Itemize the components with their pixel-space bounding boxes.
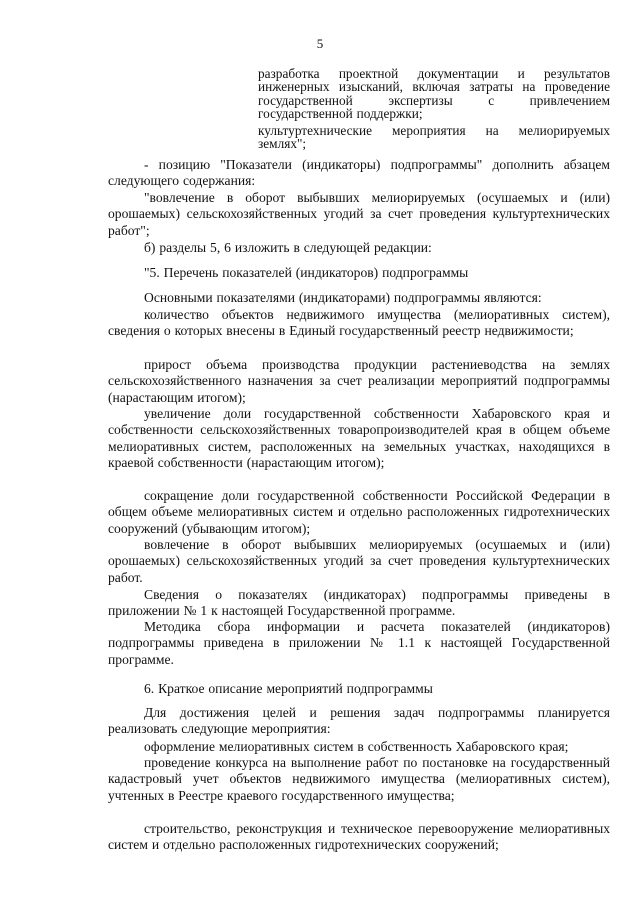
- paragraph: прирост объема производства продукции растениеводства на землях сельскохозяйственного назначения за счет реализации мероприятий подпрограммы (нарастающим итогом);: [108, 357, 610, 405]
- paragraph: строительство, реконструкция и техническое перевооружение мелиоративных систем и отдельно расположенных гидротехнических сооружений;: [108, 821, 610, 853]
- paragraph: "вовлечение в оборот выбывших мелиорируемых (осушаемых и (или) орошаемых) сельскохозяйственных угодий за счет проведения культуртехнических работ";: [108, 190, 610, 238]
- paragraph: Основными показателями (индикаторами) подпрограммы являются:: [144, 290, 542, 305]
- paragraph: оформление мелиоративных систем в собственность Хабаровского края;: [144, 739, 569, 754]
- paragraph: Сведения о показателях (индикаторах) подпрограммы приведены в приложении № 1 к настоящей Государственной программе.: [108, 587, 610, 619]
- paragraph: сокращение доли государственной собственности Российской Федерации в общем объеме мелиоративных систем и отдельно расположенных гидротехнических сооружений (убывающим итогом);: [108, 488, 610, 536]
- section-heading-6: 6. Краткое описание мероприятий подпрограммы: [144, 681, 433, 696]
- paragraph: увеличение доли государственной собственности Хабаровского края и собственности сельскохозяйственных товаропроизводителей края в общем объеме мелиоративных систем, расположенных на земельных участках, находящихся в краевой собственности (нарастающим итогом);: [108, 406, 610, 471]
- paragraph: Методика сбора информации и расчета показателей (индикаторов) подпрограммы приведена в приложении № 1.1 к настоящей Государственной программе.: [108, 619, 610, 667]
- paragraph: вовлечение в оборот выбывших мелиорируемых (осушаемых и (или) орошаемых) сельскохозяйственных угодий за счет проведения культуртехнических работ.: [108, 537, 610, 585]
- quoted-item-cultural-technical: культуртехнические мероприятия на мелиорируемых землях";: [258, 123, 610, 152]
- section-heading-5: "5. Перечень показателей (индикаторов) подпрограммы: [144, 265, 469, 280]
- paragraph: - позицию "Показатели (индикаторы) подпрограммы" дополнить абзацем следующего содержания:: [108, 157, 610, 189]
- paragraph: проведение конкурса на выполнение работ по постановке на государственный кадастровый учет объектов недвижимого имущества (мелиоративных систем), учтенных в Реестре краевого государственного имущества;: [108, 755, 610, 803]
- paragraph: Для достижения целей и решения задач подпрограммы планируется реализовать следующие мероприятия:: [108, 705, 610, 737]
- paragraph: б) разделы 5, 6 изложить в следующей редакции:: [144, 240, 432, 255]
- page-number: 5: [316, 36, 324, 51]
- quoted-item-design-documentation: разработка проектной документации и результатов инженерных изысканий, включая затраты на проведение государственной экспертизы с привлечением государственной поддержки;: [258, 66, 610, 122]
- paragraph: количество объектов недвижимого имущества (мелиоративных систем), сведения о которых внесены в Единый государственный реестр недвижимости;: [108, 307, 610, 339]
